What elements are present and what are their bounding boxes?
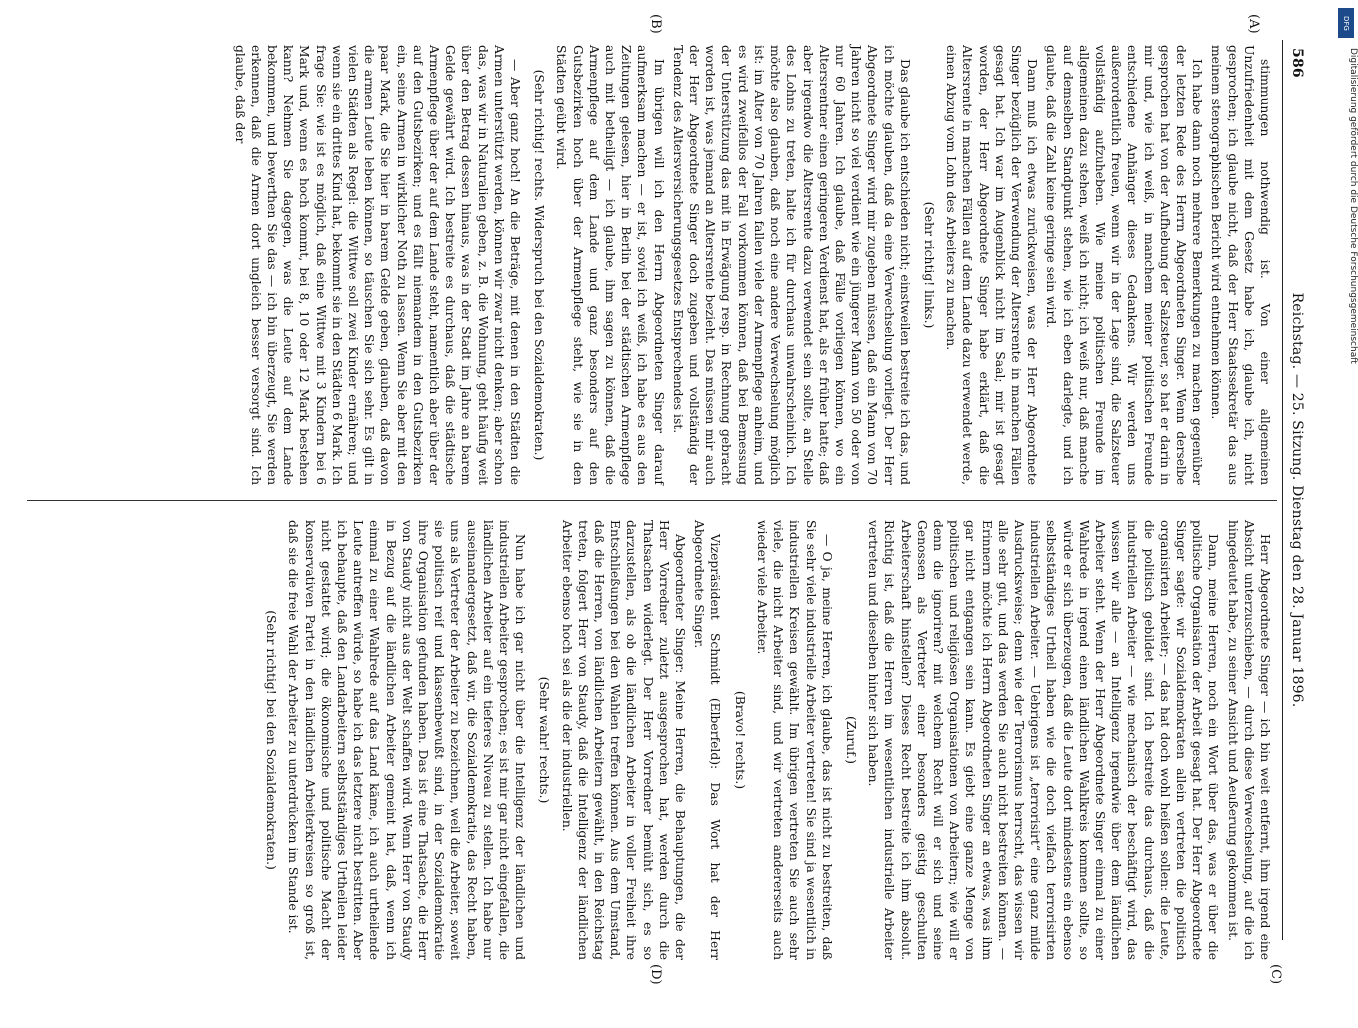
interjection: (Sehr richtig! rechts. Widerspruch bei den Sozialdemokraten.) [532, 69, 547, 461]
margin-mark-a: (A) [1246, 14, 1261, 34]
paragraph: Nun habe ich gar nicht über die Intelligenz der ländlichen und industriellen Arbeiter gesprochen; es ist mir gar nicht eingefallen, die ländlichen Arbeiter auf ein tieferes Niveau zu stellen. Ich habe nur auseinandergesetzt, daß wir, die Sozialdemokratie, das Recht haben, uns als Vertreter der Arbeiter zu bezeichnen, weil die Arbeiter, soweit sie politisch reif und klassenbewußt sind, in der Sozialdemokratie ihre Organisation gefunden haben. Das ist eine Thatsache, die Herr von Staudy nicht aus der Welt schaffen wird. Wenn Herr von Staudy in Bezug auf die ländlichen Arbeiter gemeint hat, daß, wenn ich einmal zu einer Wahlrede auf das Land käme, ich auch urtheilende Leute antreffen würde, so habe ich das letztere nicht bestritten. Aber ich behaupte, daß den Landarbeitern selbstständiges Urtheilen leider nicht gestattet wird; die ökonomische und politische Macht der konservativen Partei in den ländlichen Arbeiterkreisen so groß ist, daß sie die freie Wahl der Arbeiter zu unterdrücken im Stande ist. [286, 520, 528, 960]
dfg-logo: DFG [1338, 8, 1354, 38]
interjection: (Sehr wahr! rechts.) [537, 676, 552, 804]
paragraph: Ich habe dann noch mehrere Bemerkungen zu machen gegenüber der letzten Rede des Herrn Abgeordneten Singer. Wenn derselbe gesprochen hat von der Aufhebung der Salzsteuer, so hat er darin in mir und, wie ich weiß, in manchem meiner politischen Freunde entschiedene Anhänger dieses Gedankens. Wir werden uns außerordentlich freuen, wenn wir in der Lage sind, die Salzsteuer vollständig aufzuheben. Wie meine politischen Freunde im allgemeinen dazu stehen, weiß ich nicht; ich weiß nur, daß manche auf demselben Standpunkt stehen, wie ich eben darlegte, und ich glaube, daß die Zahl keine geringe sein wird. [1044, 45, 1205, 485]
margin-mark-b: (B) [648, 14, 663, 34]
session-line: Reichstag. — 25. Sitzung. Dienstag den 28. Januar 1896. [1289, 292, 1305, 708]
page-number: 586 [1289, 48, 1305, 78]
interjection: (Sehr richtig! links.) [921, 201, 936, 329]
paragraph: Das glaube ich entschieden nicht; einstweilen bestreite ich das, und ich möchte glauben, daß da eine Verwechselung vorliegt. Der Herr Abgeordnete Singer wird mir zugeben müssen, daß ein Mann von 70 Jahren nicht so viel verdient wie ein jüngerer Mann von 50 oder von nur 60 Jahren. Ich glaube, daß Fälle vorliegen können, wo ein Altersrentner einen geringeren Verdienst hat, als er früher hatte; daß aber irgendwo die Altersrente dazu verwendet sein sollte, an Stelle des Lohns zu treten, halte ich für durchaus unwahrscheinlich. Ich möchte also glauben, daß noch eine andere Verwechselung möglich ist: im Alter von 70 Jahren fallen viele der Armenpflege anheim, und es wird zweifellos der Fall vorkommen können, daß bei Bemessung der Unterstützung das mit in Erwägung resp. in Rechnung gebracht worden ist, was jemand an Altersrente bezieht. Das müssen mir auch der Herr Abgeordnete Singer doch zugeben und vollständig der Tendenz des Altersversicherungsgesetzes Entsprechendes ist. [670, 45, 912, 485]
paragraph: Im übrigen will ich den Herrn Abgeordneten Singer darauf aufmerksam machen — er ist, soviel ich weiß, ich habe es aus den Zeitungen gelesen, hier in Berlin bei der städtischen Armenpflege auch mit betheiligt — ich glaube, ihm sagen zu können, daß die Armenpflege auf dem Lande und ganz besonders auf den Gutsbezirken hoch über der Armenpflege steht, wie sie in den Städten geübt wird. [554, 45, 666, 485]
paragraph: stimmungen nothwendig ist. Von einer allgemeinen Unzufriedenheit mit dem Gesetz habe ich, glaube ich, nicht gesprochen; ich glaube nicht, daß der Herr Staatssekretär das aus meinem stenographischen Bericht wird entnehmen können. [1209, 45, 1272, 485]
interjection: (Sehr richtig! bei den Sozialdemokraten.) [264, 610, 279, 870]
margin-mark-d: (D) [648, 964, 663, 985]
right-column [33, 520, 1273, 960]
left-column [33, 45, 1273, 485]
interjection: (Zuruf.) [843, 716, 858, 764]
column-divider [27, 500, 1277, 501]
paragraph: Herr Abgeordnete Singer — ich bin weit entfernt, ihm irgend eine Absicht unterzuschieben, — durch diese Verwechselung, auf die ich hingedeutet habe, zu seiner Ansicht und Aeußerung gekommen ist. [1225, 520, 1272, 960]
paragraph: Dann, meine Herren, noch ein Wort über das, was er über die politische Organisation der Arbeit gesagt hat. Der Herr Abgeordnete Singer sagte: wir Sozialdemokraten allein vertreten die politisch organisirten Arbeiter; — das hat doch wohl heißen sollen: die Leute, die politisch gebildet sind. Ich bestreite das durchaus, daß die industriellen Arbeiter — wie mechanisch der beschäftigt wird, das wissen wir alle — an Intelligenz irgendwie über dem ländlichen Arbeiter steht. Wenn der Herr Abgeordnete Singer einmal zu einer Wahlrede in irgend einen ländlichen Wahlkreis kommen sollte, so würde er sich überzeugen, daß die Leute dort mindestens ein ebenso selbstständiges Urtheil haben wie die doch vielfach terrorisirten industriellen Arbeiter. — Uebrigens ist „terrorisirt“ eine ganz milde Ausdrucksweise; denn wie der Terrorismus herrscht, das wissen wir alle sehr gut, und das werden Sie auch nicht bestreiten können. — Erinnern möchte ich Herrn Abgeordneten Singer an etwas, was ihm gar nicht entgangen sein kann. Es giebt eine ganze Menge von politischen und religiösen Organisationen von Arbeitern; wie will er denn die ignoriren? mit welchem Recht will er sich und seine Genossen als Vertreter einer besonders geistig geschulten Arbeiterschaft hinstellen? Dieses Recht bestreite ich ihm absolut. Richtig ist, daß die Herren im wesentlichen industrielle Arbeiter vertreten und dieselben hinter sich haben. [866, 520, 1221, 960]
speaker-intro: Vizepräsident Schmidt (Elberfeld): Das Wort hat der Herr Abgeordnete Singer. [692, 520, 723, 960]
paragraph: Dann muß ich etwas zurückweisen, was der Herr Abgeordnete Singer bezüglich der Verwendung der Altersrente in manchen Fällen gesagt hat. Ich war im Augenblick nicht im Saal; mir ist gesagt worden, der Herr Abgeordnete Singer habe erklärt, daß die Altersrente in manchen Fällen auf dem Lande dazu verwendet werde, einen Abzug vom Lohn des Arbeiters zu machen. [944, 45, 1040, 485]
paragraph: — O ja, meine Herren, ich glaube, das ist nicht zu bestreiten, daß Sie sehr viele industrielle Arbeiter vertreten! Sie sind ja wesentlich in industriellen Kreisen gewählt. Im übrigen vertreten Sie auch sehr viele, die nicht Arbeiter sind, und wir vertreten andererseits auch wieder viele Arbeiter. [754, 520, 834, 960]
header-rule [1282, 40, 1283, 940]
margin-mark-c: (C) [1268, 964, 1283, 985]
page-header [1283, 40, 1305, 940]
interjection: (Bravo! rechts.) [732, 690, 747, 790]
paragraph: Abgeordneter Singer: Meine Herren, die Behauptungen, die der Herr Vorredner zuletzt ausgesprochen hat, werden durch die Thatsachen widerlegt. Der Herr Vorredner bemüht sich, es so darzustellen, als ob die ländlichen Arbeiter in voller Freiheit ihre Entschließungen bei den Wahlen treffen können. Aus dem Umstand, daß die Herren, von ländlichen Arbeitern gewählt, in den Reichstag treten, folgert Herr von Staudy, daß die Intelligenz der ländlichen Arbeiter ebenso hoch sei als die der industriellen. [559, 520, 688, 960]
paragraph: — Aber ganz hoch! An die Beträge, mit denen in den Städten die Armen unterstützt werden, können wir zwar nicht denken; aber schon das, was wir in Naturalien geben, z. B. die Wohnung, geht häufig weit über den Betrag dessen hinaus, was in der Stadt im Jahre an barem Gelde gewährt wird. Ich bestreite es durchaus, daß die städtische Armenpflege über der auf dem Lande steht, namentlich aber über der auf den Gutsbezirken; und es fällt niemandem in den Gutsbezirken ein, seine Armen in wirklicher Noth zu lassen. Wenn Sie aber mit den paar Mark, die Sie hier in barem Gelde geben, glauben, daß davon die armen Leute leben können, so täuschen Sie sich sehr. Es gilt in vielen Städten als Regel: die Wittwe soll zwei Kinder ernähren; und wenn sie ein drittes Kind hat, bekommt sie in den Städten 6 Mark. Ich frage Sie: wie ist es möglich, daß eine Wittwe mit 3 Kindern bei 6 Mark und, wenn es hoch kommt, bei 8, 10 oder 12 Mark bestehen kann? Nehmen Sie dagegen, was die Leute auf dem Lande bekommen, und bewerthen Sie das — ich bin überzeugt, Sie werden erkennen, daß die Armen dort ungleich besser versorgt sind. Ich glaube, daß der [232, 45, 523, 485]
digitization-credit: Digitalisierung gefördert durch die Deutsche Forschungsgemeinschaft [1348, 48, 1358, 364]
